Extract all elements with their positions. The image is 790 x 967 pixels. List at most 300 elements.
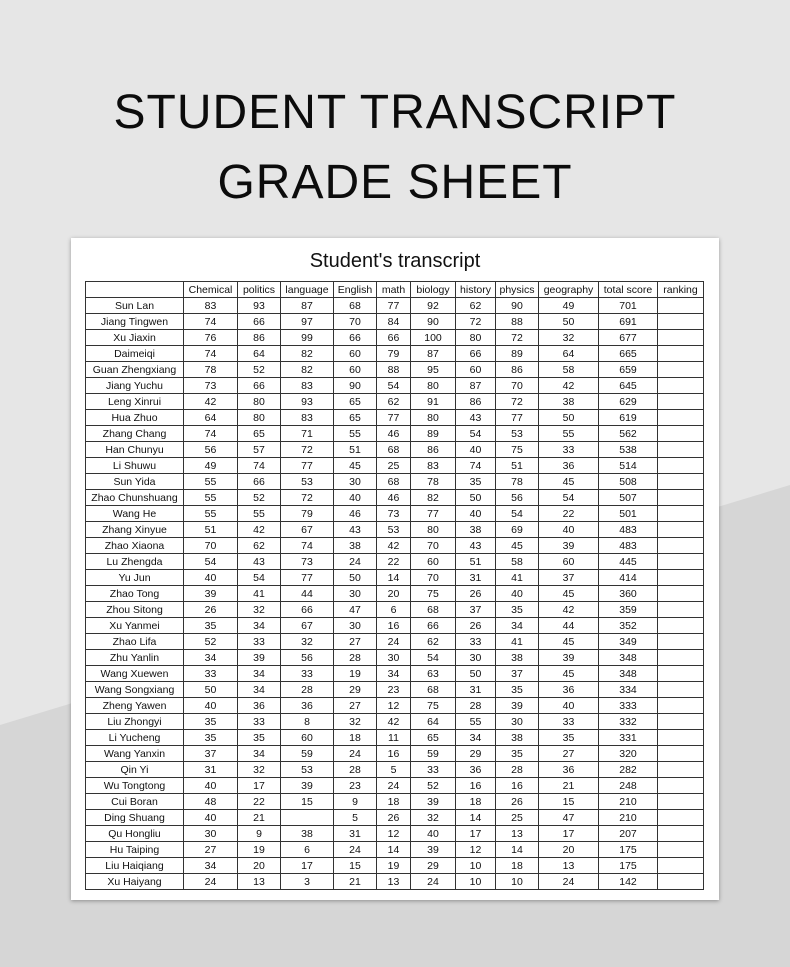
cell-ranking [658,714,704,730]
cell-geography: 33 [539,714,599,730]
cell-ranking [658,698,704,714]
cell-student-name: Han Chunyu [86,442,184,458]
cell-math: 66 [377,330,411,346]
cell-language: 67 [281,522,334,538]
cell-geography: 32 [539,330,599,346]
cell-total-score: 445 [599,554,658,570]
cell-student-name: Xu Jiaxin [86,330,184,346]
cell-student-name: Lu Zhengda [86,554,184,570]
cell-politics: 33 [238,634,281,650]
cell-politics: 66 [238,378,281,394]
cell-math: 24 [377,778,411,794]
table-row [86,666,704,682]
cell-geography: 58 [539,362,599,378]
cell-politics: 93 [238,298,281,314]
cell-student-name: Zhou Sitong [86,602,184,618]
cell-geography: 54 [539,490,599,506]
cell-politics: 22 [238,794,281,810]
cell-ranking [658,634,704,650]
cell-physics: 72 [496,394,539,410]
cell-politics: 32 [238,762,281,778]
cell-physics: 53 [496,426,539,442]
cell-math: 79 [377,346,411,362]
cell-biology: 100 [411,330,456,346]
cell-geography: 13 [539,858,599,874]
cell-history: 10 [456,874,496,890]
cell-politics: 42 [238,522,281,538]
cell-biology: 80 [411,522,456,538]
cell-geography: 36 [539,762,599,778]
cell-math: 88 [377,362,411,378]
cell-total-score: 659 [599,362,658,378]
table-row [86,586,704,602]
cell-english: 19 [334,666,377,682]
cell-ranking [658,858,704,874]
cell-politics: 52 [238,362,281,378]
cell-math: 22 [377,554,411,570]
cell-student-name: Zhang Chang [86,426,184,442]
cell-physics: 35 [496,682,539,698]
column-header-student-name [86,282,184,298]
cell-math: 13 [377,874,411,890]
cell-ranking [658,522,704,538]
column-header-biology: biology [411,282,456,298]
cell-geography: 17 [539,826,599,842]
cell-geography: 35 [539,730,599,746]
column-header-english: English [334,282,377,298]
cell-history: 74 [456,458,496,474]
table-row [86,458,704,474]
cell-math: 46 [377,426,411,442]
cell-math: 42 [377,538,411,554]
cell-physics: 16 [496,778,539,794]
cell-politics: 54 [238,570,281,586]
cell-physics: 54 [496,506,539,522]
cell-math: 77 [377,410,411,426]
transcript-sheet [71,238,719,900]
cell-geography: 45 [539,634,599,650]
cell-english: 29 [334,682,377,698]
cell-ranking [658,810,704,826]
cell-history: 30 [456,650,496,666]
cell-math: 14 [377,570,411,586]
cell-chemical: 50 [184,682,238,698]
cell-total-score: 349 [599,634,658,650]
cell-physics: 10 [496,874,539,890]
cell-language: 44 [281,586,334,602]
cell-language: 8 [281,714,334,730]
cell-chemical: 40 [184,698,238,714]
cell-history: 43 [456,538,496,554]
cell-math: 54 [377,378,411,394]
cell-geography: 36 [539,458,599,474]
cell-geography: 45 [539,666,599,682]
cell-language: 82 [281,362,334,378]
table-row [86,426,704,442]
table-header-row [86,282,704,298]
cell-english: 66 [334,330,377,346]
cell-physics: 41 [496,634,539,650]
cell-physics: 89 [496,346,539,362]
cell-chemical: 35 [184,714,238,730]
cell-english: 68 [334,298,377,314]
cell-chemical: 55 [184,506,238,522]
cell-ranking [658,394,704,410]
cell-politics: 17 [238,778,281,794]
cell-physics: 26 [496,794,539,810]
cell-english: 60 [334,346,377,362]
cell-physics: 78 [496,474,539,490]
cell-politics: 9 [238,826,281,842]
cell-politics: 57 [238,442,281,458]
cell-biology: 89 [411,426,456,442]
cell-language: 71 [281,426,334,442]
cell-chemical: 26 [184,602,238,618]
cell-geography: 39 [539,650,599,666]
cell-total-score: 414 [599,570,658,586]
cell-student-name: Jiang Tingwen [86,314,184,330]
cell-english: 60 [334,362,377,378]
cell-history: 72 [456,314,496,330]
cell-history: 40 [456,442,496,458]
cell-ranking [658,330,704,346]
cell-history: 86 [456,394,496,410]
cell-ranking [658,842,704,858]
cell-history: 16 [456,778,496,794]
cell-math: 26 [377,810,411,826]
cell-chemical: 30 [184,826,238,842]
cell-biology: 70 [411,538,456,554]
cell-total-score: 210 [599,794,658,810]
cell-biology: 75 [411,586,456,602]
cell-ranking [658,474,704,490]
cell-math: 53 [377,522,411,538]
page-heading-line2: GRADE SHEET [217,156,573,209]
cell-total-score: 483 [599,538,658,554]
cell-politics: 21 [238,810,281,826]
cell-history: 50 [456,490,496,506]
cell-physics: 51 [496,458,539,474]
cell-math: 11 [377,730,411,746]
cell-english: 28 [334,762,377,778]
cell-chemical: 40 [184,810,238,826]
cell-math: 12 [377,698,411,714]
cell-language: 39 [281,778,334,794]
cell-ranking [658,602,704,618]
cell-student-name: Wang Xuewen [86,666,184,682]
cell-biology: 24 [411,874,456,890]
cell-ranking [658,874,704,890]
cell-student-name: Xu Yanmei [86,618,184,634]
cell-geography: 45 [539,474,599,490]
cell-student-name: Jiang Yuchu [86,378,184,394]
cell-ranking [658,778,704,794]
cell-history: 60 [456,362,496,378]
cell-chemical: 70 [184,538,238,554]
cell-politics: 55 [238,506,281,522]
cell-physics: 39 [496,698,539,714]
cell-total-score: 691 [599,314,658,330]
cell-physics: 88 [496,314,539,330]
cell-history: 36 [456,762,496,778]
cell-biology: 68 [411,682,456,698]
cell-language: 66 [281,602,334,618]
cell-language: 56 [281,650,334,666]
cell-geography: 50 [539,410,599,426]
cell-english: 23 [334,778,377,794]
cell-total-score: 320 [599,746,658,762]
column-header-geography: geography [539,282,599,298]
cell-politics: 34 [238,666,281,682]
cell-language [281,810,334,826]
cell-english: 43 [334,522,377,538]
cell-history: 29 [456,746,496,762]
cell-english: 50 [334,570,377,586]
cell-history: 26 [456,586,496,602]
cell-chemical: 76 [184,330,238,346]
cell-language: 28 [281,682,334,698]
cell-student-name: Cui Boran [86,794,184,810]
cell-total-score: 348 [599,650,658,666]
cell-ranking [658,426,704,442]
cell-politics: 34 [238,682,281,698]
table-row [86,746,704,762]
table-row [86,298,704,314]
cell-politics: 86 [238,330,281,346]
cell-total-score: 514 [599,458,658,474]
cell-biology: 82 [411,490,456,506]
cell-student-name: Li Yucheng [86,730,184,746]
table-row [86,842,704,858]
cell-biology: 78 [411,474,456,490]
cell-english: 15 [334,858,377,874]
table-row [86,858,704,874]
cell-student-name: Daimeiqi [86,346,184,362]
cell-geography: 49 [539,298,599,314]
cell-ranking [658,730,704,746]
cell-math: 42 [377,714,411,730]
cell-english: 40 [334,490,377,506]
cell-politics: 34 [238,618,281,634]
cell-language: 6 [281,842,334,858]
cell-student-name: Liu Zhongyi [86,714,184,730]
cell-student-name: Zhao Xiaona [86,538,184,554]
cell-geography: 40 [539,698,599,714]
cell-english: 55 [334,426,377,442]
cell-politics: 62 [238,538,281,554]
cell-total-score: 562 [599,426,658,442]
cell-language: 83 [281,410,334,426]
cell-biology: 39 [411,842,456,858]
cell-chemical: 83 [184,298,238,314]
cell-language: 38 [281,826,334,842]
cell-chemical: 40 [184,778,238,794]
cell-language: 17 [281,858,334,874]
cell-chemical: 49 [184,458,238,474]
table-row [86,570,704,586]
cell-chemical: 73 [184,378,238,394]
cell-politics: 35 [238,730,281,746]
cell-student-name: Zhao Lifa [86,634,184,650]
cell-geography: 45 [539,586,599,602]
cell-chemical: 42 [184,394,238,410]
cell-total-score: 629 [599,394,658,410]
cell-total-score: 333 [599,698,658,714]
cell-biology: 92 [411,298,456,314]
cell-english: 9 [334,794,377,810]
cell-chemical: 33 [184,666,238,682]
cell-student-name: Li Shuwu [86,458,184,474]
cell-chemical: 24 [184,874,238,890]
column-header-language: language [281,282,334,298]
cell-chemical: 34 [184,650,238,666]
cell-chemical: 55 [184,474,238,490]
cell-history: 50 [456,666,496,682]
cell-biology: 54 [411,650,456,666]
cell-ranking [658,794,704,810]
column-header-total-score: total score [599,282,658,298]
cell-chemical: 48 [184,794,238,810]
cell-total-score: 334 [599,682,658,698]
cell-math: 18 [377,794,411,810]
cell-geography: 40 [539,522,599,538]
table-row [86,730,704,746]
cell-total-score: 701 [599,298,658,314]
cell-english: 32 [334,714,377,730]
cell-chemical: 27 [184,842,238,858]
table-row [86,378,704,394]
cell-language: 32 [281,634,334,650]
cell-student-name: Zhao Chunshuang [86,490,184,506]
cell-ranking [658,826,704,842]
cell-chemical: 56 [184,442,238,458]
cell-history: 55 [456,714,496,730]
cell-geography: 47 [539,810,599,826]
cell-history: 12 [456,842,496,858]
cell-biology: 29 [411,858,456,874]
cell-math: 77 [377,298,411,314]
cell-biology: 95 [411,362,456,378]
cell-language: 53 [281,474,334,490]
cell-biology: 90 [411,314,456,330]
cell-ranking [658,298,704,314]
table-row [86,618,704,634]
cell-math: 73 [377,506,411,522]
cell-total-score: 501 [599,506,658,522]
cell-history: 43 [456,410,496,426]
cell-ranking [658,570,704,586]
cell-language: 53 [281,762,334,778]
cell-physics: 13 [496,826,539,842]
table-row [86,698,704,714]
cell-chemical: 54 [184,554,238,570]
cell-biology: 91 [411,394,456,410]
cell-physics: 35 [496,746,539,762]
cell-ranking [658,586,704,602]
cell-biology: 77 [411,506,456,522]
cell-biology: 86 [411,442,456,458]
cell-physics: 90 [496,298,539,314]
cell-geography: 60 [539,554,599,570]
cell-ranking [658,762,704,778]
cell-english: 30 [334,586,377,602]
cell-english: 47 [334,602,377,618]
cell-politics: 20 [238,858,281,874]
cell-math: 24 [377,634,411,650]
table-row [86,602,704,618]
table-row [86,874,704,890]
cell-biology: 40 [411,826,456,842]
cell-student-name: Wu Tongtong [86,778,184,794]
cell-biology: 59 [411,746,456,762]
cell-math: 16 [377,618,411,634]
cell-math: 84 [377,314,411,330]
cell-physics: 28 [496,762,539,778]
cell-math: 16 [377,746,411,762]
cell-biology: 63 [411,666,456,682]
cell-biology: 52 [411,778,456,794]
page-heading-line1: STUDENT TRANSCRIPT [113,86,677,139]
cell-math: 5 [377,762,411,778]
cell-total-score: 348 [599,666,658,682]
cell-politics: 74 [238,458,281,474]
table-row [86,810,704,826]
cell-history: 38 [456,522,496,538]
cell-student-name: Wang Songxiang [86,682,184,698]
cell-english: 90 [334,378,377,394]
cell-language: 77 [281,570,334,586]
cell-geography: 42 [539,378,599,394]
table-row [86,554,704,570]
cell-student-name: Sun Lan [86,298,184,314]
cell-chemical: 39 [184,586,238,602]
cell-student-name: Qin Yi [86,762,184,778]
table-row [86,762,704,778]
cell-geography: 21 [539,778,599,794]
table-row [86,490,704,506]
cell-english: 27 [334,634,377,650]
cell-biology: 83 [411,458,456,474]
cell-math: 68 [377,442,411,458]
cell-total-score: 332 [599,714,658,730]
cell-language: 97 [281,314,334,330]
cell-physics: 38 [496,650,539,666]
table-row [86,314,704,330]
cell-total-score: 359 [599,602,658,618]
cell-math: 23 [377,682,411,698]
table-row [86,794,704,810]
cell-student-name: Wang Yanxin [86,746,184,762]
cell-total-score: 352 [599,618,658,634]
cell-total-score: 645 [599,378,658,394]
cell-chemical: 35 [184,618,238,634]
cell-ranking [658,666,704,682]
cell-politics: 66 [238,314,281,330]
cell-geography: 22 [539,506,599,522]
cell-physics: 58 [496,554,539,570]
column-header-ranking: ranking [658,282,704,298]
cell-language: 72 [281,442,334,458]
cell-geography: 24 [539,874,599,890]
cell-total-score: 507 [599,490,658,506]
cell-ranking [658,490,704,506]
cell-history: 34 [456,730,496,746]
cell-biology: 62 [411,634,456,650]
cell-ranking [658,346,704,362]
cell-history: 54 [456,426,496,442]
cell-english: 51 [334,442,377,458]
cell-politics: 32 [238,602,281,618]
